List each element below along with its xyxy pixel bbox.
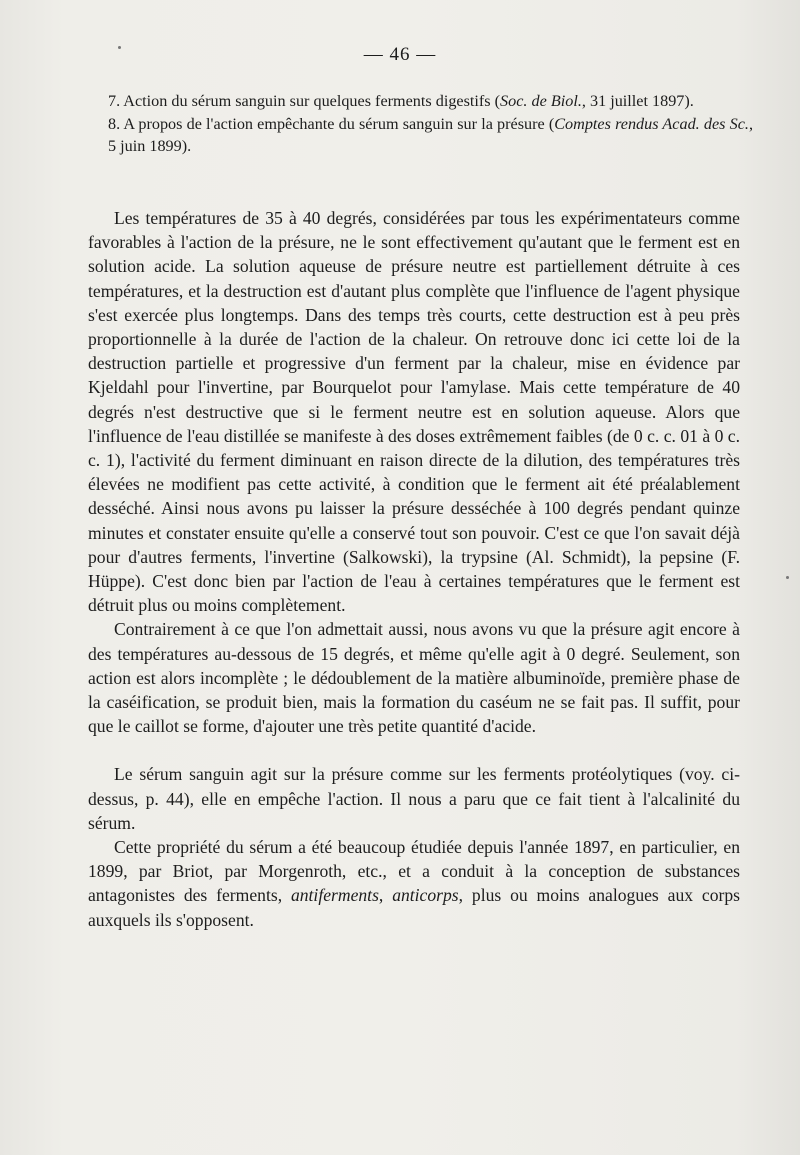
paragraph-antiferments xyxy=(88,835,740,932)
reference-date: , 31 juillet 1897). xyxy=(581,92,694,110)
reference-date: , 5 juin 1899). xyxy=(108,114,753,155)
body-text xyxy=(88,206,740,932)
term-anticorps: anticorps xyxy=(392,885,459,906)
reference-source: Comptes rendus Acad. des Sc. xyxy=(554,114,749,133)
reference-list xyxy=(108,90,753,158)
paragraph-serum: Le sérum sanguin agit sur la présure comme sur les ferments protéolytiques (voy. ci-dessus, p. 44), elle en empêche l'action. Il nous a paru que ce fait tient à l'alcalinité du sérum. xyxy=(88,764,740,833)
reference-item-7 xyxy=(108,90,753,113)
paper-speck xyxy=(786,576,789,579)
reference-text: 7. Action du sérum sanguin sur quelques ferments digestifs ( xyxy=(108,92,501,110)
reference-item-8 xyxy=(108,113,753,158)
paragraph-text: Cette propriété du sérum a été beaucoup étudiée depuis l'année 1897, en particulier, en 1899, par Briot, par Morgenroth, etc., et a conduit à la conception de substances antagonistes des ferments, xyxy=(88,837,740,906)
reference-text: 8. A propos de l'action empêchante du sérum sanguin sur la présure ( xyxy=(108,114,555,133)
paragraph-text: , plus ou moins analogues aux corps auxquels ils s'opposent. xyxy=(88,885,740,930)
paper-speck xyxy=(118,46,121,49)
term-antiferments: antiferments xyxy=(290,885,379,906)
paragraph-low-temperatures: Contrairement à ce que l'on admettait aussi, nous avons vu que la présure agit encore à des températures au-dessous de 15 degrés, et même qu'elle agit à 0 degré. Seulement, son action est alors incomplète ; le dédoublement de la matière albuminoïde, première phase de la caséification, se produit bien, mais la formation du caséum ne se fait pas. Il suffit, pour que le caillot se forme, d'ajouter une très petite quantité d'acide. xyxy=(88,619,740,737)
reference-source: Soc. de Biol. xyxy=(500,92,582,110)
paragraph-temperatures: Les températures de 35 à 40 degrés, considérées par tous les expérimentateurs comme favorables à l'action de la présure, ne le sont effectivement qu'autant que le ferment est en solution acide. La solution aqueuse de présure neutre est partiellement détruite à ces températures, et la destruction est d'autant plus complète que l'influence de l'agent physique s'est exercée plus longtemps. Dans des temps très courts, cette destruction est à peu près proportionnelle à la durée de l'action de la chaleur. On retrouve donc ici cette loi de la destruction partielle et progressive d'un ferment par la chaleur, mise en évidence par Kjeldahl pour l'invertine, par Bourquelot pour l'amylase. Mais cette température de 40 degrés n'est destructive que si le ferment neutre est en solution aqueuse. Alors que l'influence de l'eau distillée se manifeste à des doses extrêmement faibles (de 0 c. c. 01 à 0 c. c. 1), l'activité du ferment diminuant en raison directe de la dilution, des températures très élevées ne modifient pas cette activité, à condition que le ferment ait été préalablement desséché. Ainsi nous avons pu laisser la présure desséchée à 100 degrés pendant quinze minutes et constater ensuite qu'elle a conservé tout son pouvoir. C'est ce que l'on savait déjà pour d'autres ferments, l'invertine (Salkowski), la trypsine (Al. Schmidt), la pepsine (F. Hüppe). C'est donc bien par l'action de l'eau à certaines températures que le ferment est détruit plus ou moins complètement. xyxy=(88,208,740,616)
paragraph-text: , xyxy=(378,885,393,906)
page-number: — 46 — xyxy=(363,44,437,65)
